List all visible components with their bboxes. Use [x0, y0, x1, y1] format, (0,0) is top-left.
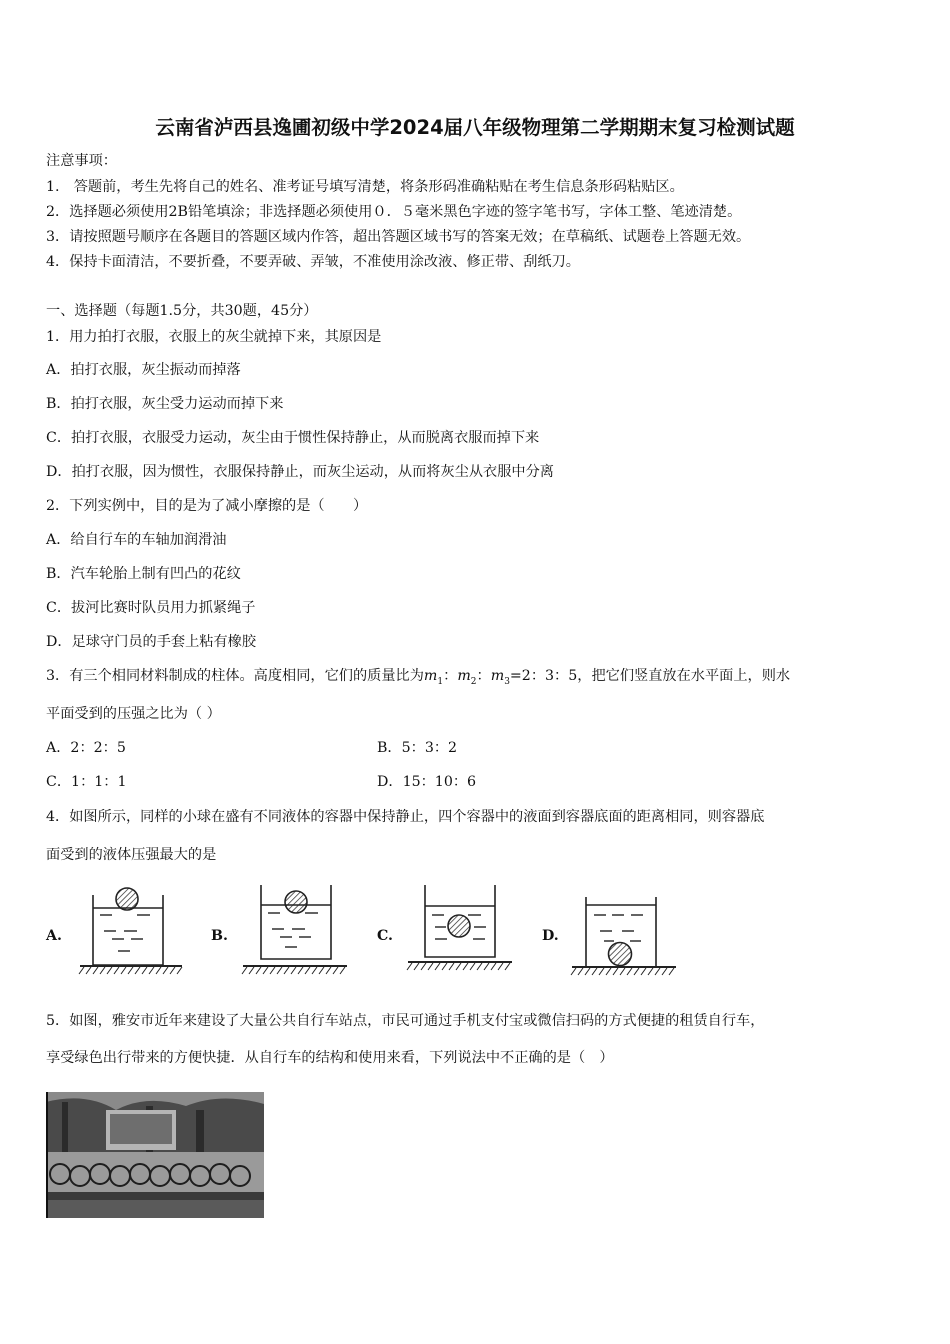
question-4-stem-cont: 面受到的液体压强最大的是 [46, 847, 217, 863]
figure-label-b: B. [211, 928, 228, 944]
question-1-option-c: C．拍打衣服，衣服受力运动，灰尘由于惯性保持静止，从而脱离衣服而掉下来 [46, 430, 540, 446]
question-2-option-a: A．给自行车的车轴加润滑油 [46, 532, 227, 548]
question-1-stem: 1．用力拍打衣服，衣服上的灰尘就掉下来，其原因是 [46, 329, 382, 345]
question-2-stem: 2．下列实例中，目的是为了减小摩擦的是（ ） [46, 498, 368, 514]
notice-item: 3．请按照题号顺序在各题目的答题区域内作答，超出答题区域书写的答案无效；在草稿纸、试题卷上答题无效。 [46, 229, 751, 245]
notice-heading: 注意事项： [46, 153, 117, 169]
figure-label-a: A. [46, 928, 62, 944]
notice-item: 2．选择题必须使用2B铅笔填涂；非选择题必须使用０．５毫米黑色字迹的签字笔书写，字体工整、笔迹清楚。 [46, 204, 742, 220]
question-2-option-b: B．汽车轮胎上制有凹凸的花纹 [46, 566, 241, 582]
container-d [571, 897, 676, 975]
ratio-separator: ： [476, 668, 491, 684]
question-2-option-d: D．足球守门员的手套上粘有橡胶 [46, 634, 257, 650]
container-a [79, 888, 182, 974]
question-3-stem [46, 667, 790, 691]
mass-symbol: m [490, 668, 505, 684]
question-1-option-b: B．拍打衣服，灰尘受力运动而掉下来 [46, 396, 284, 412]
question-4-stem: 4．如图所示，同样的小球在盛有不同液体的容器中保持静止，四个容器中的液面到容器底面的距离相同，则容器底 [46, 809, 765, 825]
mass-subscript: 1 [437, 676, 444, 687]
question-3-option-c: C．1：1：1 [46, 774, 127, 790]
question-3-stem-end: =2：3：5，把它们竖直放在水平面上，则水 [509, 668, 791, 684]
notice-item: 1. 答题前，考生先将自己的姓名、准考证号填写清楚，将条形码准确粘贴在考生信息条形码粘贴区。 [46, 179, 684, 195]
container-c [407, 885, 512, 970]
figure-label-d: D. [542, 928, 559, 944]
notice-item: 4．保持卡面清洁，不要折叠，不要弄破、弄皱，不准使用涂改液、修正带、刮纸刀。 [46, 254, 580, 270]
container-figures [0, 875, 950, 980]
question-3-option-b: B．5：3：2 [377, 740, 458, 756]
question-3-option-d: D．15：10：6 [377, 774, 477, 790]
page-title: 云南省泸西县逸圃初级中学2024届八年级物理第二学期期末复习检测试题 [155, 116, 795, 139]
mass-symbol: m [423, 668, 438, 684]
ratio-separator: ： [443, 668, 458, 684]
section-heading: 一、选择题（每题1.5分，共30题，45分） [46, 303, 318, 319]
mass-subscript: 3 [504, 676, 510, 687]
question-2-option-c: C．拔河比赛时队员用力抓紧绳子 [46, 600, 256, 616]
container-b [242, 885, 347, 974]
mass-symbol: m [457, 668, 471, 684]
question-3-stem-cont: 平面受到的压强之比为（ ） [46, 706, 221, 722]
question-1-option-d: D．拍打衣服，因为惯性，衣服保持静止，而灰尘运动，从而将灰尘从衣服中分离 [46, 464, 554, 480]
mass-subscript: 2 [470, 676, 477, 687]
bicycle-station-photo [46, 1092, 264, 1218]
figure-label-c: C. [377, 928, 393, 944]
question-5-stem: 5．如图，雅安市近年来建设了大量公共自行车站点，市民可通过手机支付宝或微信扫码的方式便捷的租赁自行车， [46, 1013, 765, 1029]
question-5-stem-cont: 享受绿色出行带来的方便快捷．从自行车的结构和使用来看，下列说法中不正确的是（ ） [46, 1050, 614, 1066]
question-3-option-a: A．2：2：5 [46, 740, 126, 756]
question-3-stem-start: 3．有三个相同材料制成的柱体。高度相同，它们的质量比为 [46, 668, 424, 684]
question-1-option-a: A．拍打衣服，灰尘振动而掉落 [46, 362, 241, 378]
